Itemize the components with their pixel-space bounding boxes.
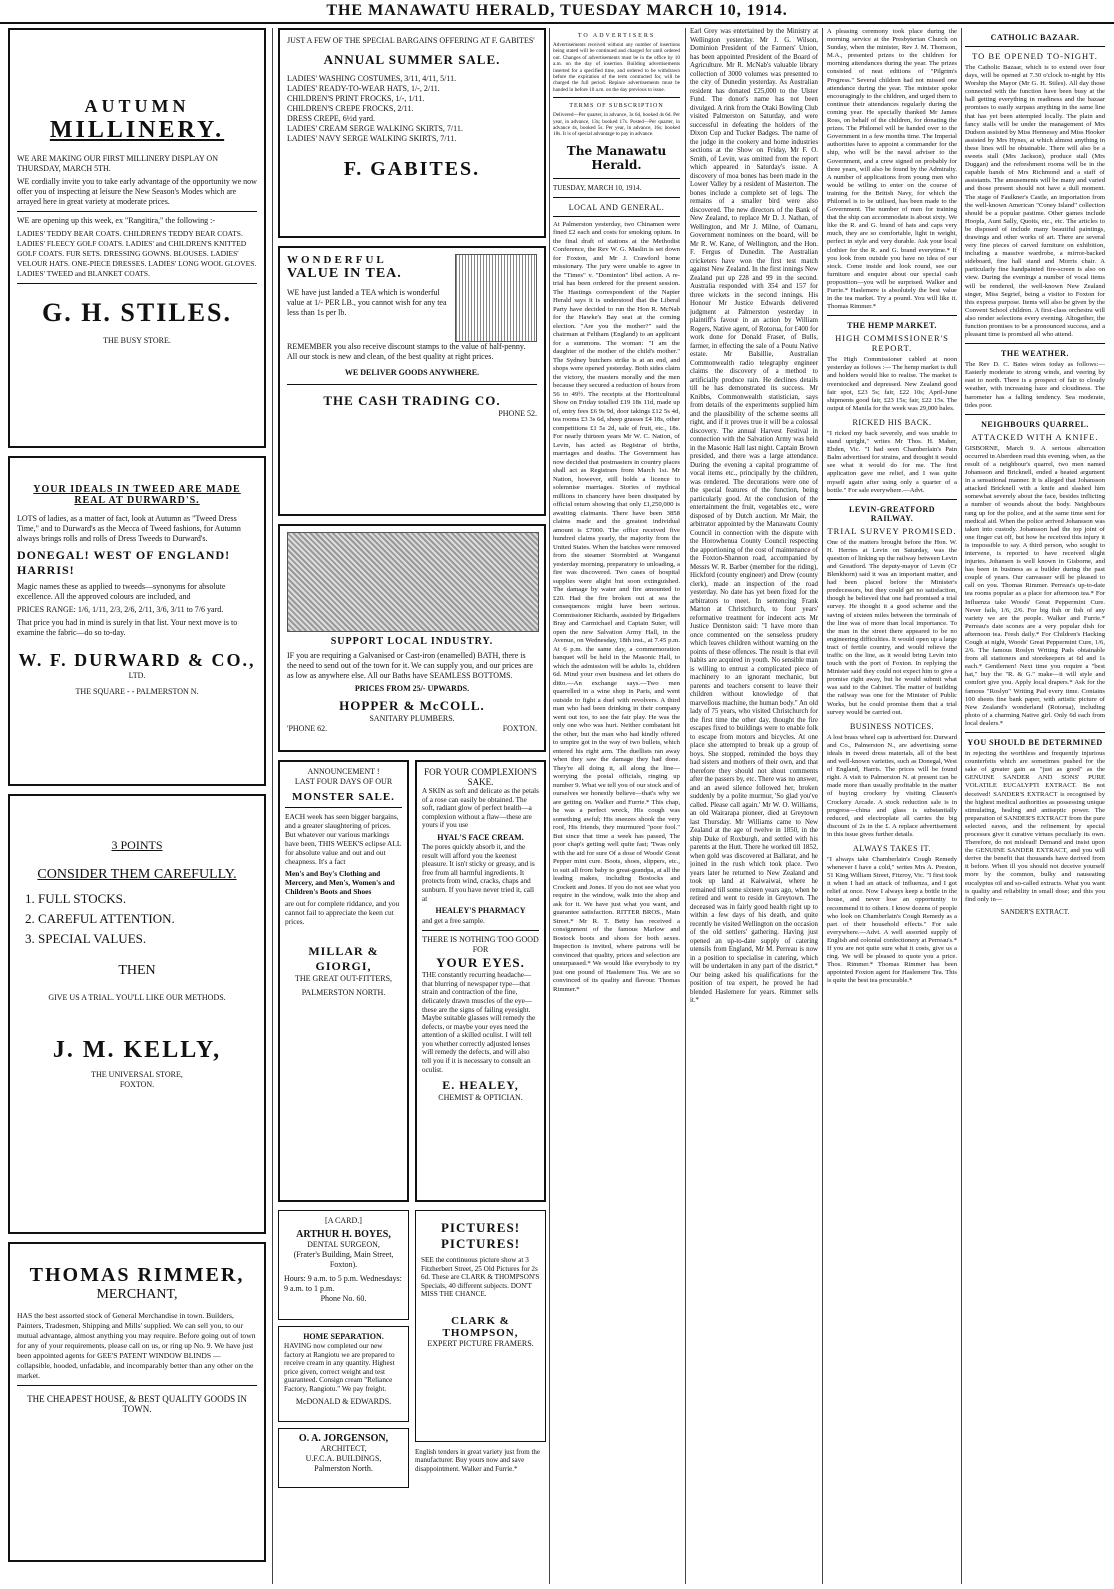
ad-text: THERE IS NOTHING TOO GOOD FOR xyxy=(422,935,539,955)
ad-text: WE ARE MAKING OUR FIRST MILLINERY DISPLAY ON THURSDAY, MARCH 5TH. xyxy=(17,154,218,173)
ad-text: PRICES RANGE: 1/6, 1/11, 2/3, 2/6, 2/11, 3/6, 3/11 to 7/6 yard. xyxy=(17,605,224,614)
section-title: RICKED HIS BACK. xyxy=(852,417,932,427)
firm-town: FOXTON. xyxy=(502,724,537,733)
ad-text: That price you had in mind is surely in that list. Your next move is to examine the fabric—do so to-day. xyxy=(17,618,238,637)
divider xyxy=(965,414,1105,415)
article-text: in rejecting the worthless and frequently injurious counterfeits which are sometimes pushed for the sake of greater gain as "just as good" as the GENUINE SANDER AND SONS' PURE VOLATILE EUCALYPTI EXTRACT. Be not deceived! SANDER'S EXTRACT is recognised by the highest medical authorities as possessing unique stimulating, healing and antiseptic power. The preparation of SANDER'S EXTRACT from the pure selected eaves, and the refinement by special processes give it curative virtues peculiarly its own. Therefore, do not mislead! Demand and insist upon the GENUINE SANDER EXTRACT, and you will derive the benefit that thousands have derived from it before. When ill you should not deceive yourself more by the common, bulky and nauseating eucalyptus oil and so-called extracts. What you want is quality and reliability in small dose; and this you find only in— xyxy=(965,750,1105,903)
ad-title: SUPPORT LOCAL INDUSTRY. xyxy=(330,636,494,647)
ad-hopper-mccoll xyxy=(278,524,546,752)
ad-clark-thompson xyxy=(415,1210,546,1442)
section-title: CATHOLIC BAZAAR. xyxy=(990,33,1080,42)
ad-text: WE are opening up this week, ex "Rangitira," the following :- xyxy=(17,216,216,225)
firm-address: (Frater's Building, Main Street, Foxton). xyxy=(293,1250,394,1269)
product-name: HYAL'S FACE CREAM. xyxy=(437,832,524,842)
ad-text: WE have just landed a TEA which is wonderful value at 1/- PER LB., you cannot wish for any tea less than 1s per lb. xyxy=(287,288,447,317)
divider xyxy=(17,283,257,284)
firm-name: W. F. DURWARD & CO., xyxy=(18,650,256,670)
tagline: THE UNIVERSAL STORE, xyxy=(91,1070,183,1079)
column-3 xyxy=(553,28,680,997)
ad-boyes xyxy=(278,1210,409,1320)
column-rule xyxy=(272,28,273,1584)
ad-text: WE cordially invite you to take early advantage of the opportunity we now offer you of inspecting at leisure the New Season's Modes which are arrayed here in great variety at moderate prices. xyxy=(17,177,257,206)
ad-gabites xyxy=(278,28,546,238)
office-hours: Hours: 9 a.m. to 5 p.m. Wednesdays: 9 a.m. to 1 p.m. xyxy=(284,1274,402,1293)
ad-text: The pores quickly absorb it, and the result will afford you the keenest pleasure. It isn't sticky or greasy, and is free from all harmful ingredients. It protects from wind, cracks, chaps and sunburn. If you have never tried it, call at xyxy=(422,842,535,903)
ad-cash-trading-tea xyxy=(278,246,546,516)
ad-millar-giorgi xyxy=(278,760,409,1202)
ad-title: VALUE IN TEA. xyxy=(287,266,402,281)
article-text: GISBORNE, March 9. A serious altercation occurred in Aberdeen road this evening, when, as the result of a neighbour's quarrel, two men named Johansson and Bricknell, ended a heated argument in a sensational manner. It is alleged that Johansson attacked Bricknell with a knife and slashed him somewhat severely about the face, besides inflicting a number of wounds about the body. Neighbours rang up for the police, and at the same time sent for medical aid. When the police arrived Johansson was taken into custody. Johansson had the top joint of one finger cut off, but how he received this injury it is impossible to say. A third person, who sought to intervene, is reported to have received slight injuries. Johansen is well known in Gisborne, and has been in business as a builder during the past couple of years. Our canvasser will be pleased to call on you. Thomas Rimmer. Perreau's up-to-date tea rooms popular as a place for afternoon tea.* For Influenza take Woods' Great Peppermint Cure. Never fails, 1/6, 2/6. For big fish or fish of any variety we are the people. Walker and Furrie.* Perreau's date scones are a very popular dish for afternoon tea. Fresh daily.* For Children's Hacking Cough at night, Woods' Great Peppermint Cure, 1/6, 2/6. The famous Roslyn Writing Pads obtainable from all stationers and storekeepers at 6d and 1s each.* Gentlemen! Next time you require a "best hat," buy the "R. & G." make—it will style and comfort give you. Apply local drapers.* Ask for the famous "Roslyn" Writing Pad every time. Contains 100 sheets fine bank paper, with artistic picture of New Zealand's wonderland (Rotorua), including photo of a charming Native girl. Only 6d each from local dealers.* xyxy=(965,444,1105,727)
ad-title: PICTURES! PICTURES! xyxy=(440,1220,521,1251)
ad-text: Magic names these as applied to tweeds—synonyms for absolute excellence. All the approved colours are included, and xyxy=(17,582,226,601)
section-title: LEVIN-GREATFORD RAILWAY. xyxy=(848,504,936,523)
list-item: DRESS CREPE, 6½d yard. xyxy=(287,114,376,123)
masthead: THE MANAWATU HERALD, TUESDAY MARCH 10, 1914. xyxy=(0,0,1114,24)
notice-title: TERMS OF SUBSCRIPTION xyxy=(569,103,664,110)
firm-name: E. HEALEY, xyxy=(442,1078,519,1093)
section-subtitle: TRIAL SURVEY PROMISED. xyxy=(827,525,957,536)
ad-text: SEE the continuous picture show at 3 Fitzherbert Street, 25 Old Pictures for 2s 6d. These are CLARK & THOMPSON'S Specials, 40 different subjects. DON'T MISS THE CHANCE. xyxy=(421,1256,540,1299)
ad-stiles-millinery xyxy=(8,28,266,448)
ad-title: YOUR IDEALS IN TWEED ARE MADE REAL AT DURWARD'S. xyxy=(33,484,241,506)
column-rule xyxy=(822,28,823,1584)
notice-title: TO ADVERTISERS xyxy=(577,33,656,39)
firm-name: CLARK & THOMPSON, xyxy=(442,1314,519,1339)
ad-jorgenson xyxy=(278,1428,409,1488)
ad-text: ANNOUNCEMENT ! xyxy=(307,767,380,776)
firm-town: PALMERSTON NORTH. xyxy=(301,988,386,997)
firm-name: F. GABITES. xyxy=(343,158,481,180)
item-list xyxy=(287,74,537,144)
divider xyxy=(827,315,957,316)
firm-town: FOXTON. xyxy=(119,1080,155,1089)
divider xyxy=(965,46,1105,47)
ad-text: are out for complete riddance, and you cannot fail to appreciate the keen cut prices. xyxy=(285,899,400,926)
ad-row xyxy=(278,1210,546,1488)
article-text: The Catholic Bazaar, which is to extend over four days, will be opened at 7.30 o'clock to-night by His Worship the Mayor (Mr G. H. Stiles). All day those connected with the function have been busy at the hall getting everything in readiness and the bazaar promises to easily surpass anything in the same line that has yet been attempted locally. The plain and fancy stalls will be under the management of Mrs Dudson assisted by Miss Hennessy and Miss Hooker assisted by Mrs Hynes, at which almost anything in these lines will be obtainable. There will also be a sweets stall (Mrs Jackson), produce stall (Mrs Duggan) and the refreshment rooms will be in the capable hands of Mrs Richmond and a staff of assistants. The amusements will be many and varied and those present should not have a dull moment. The stage of Faulkner's Castle, an importation from the well-known American "Coney Island" collection should be a popular pastime. Other games include Hoopla, Aunt Sally, Quoits, etc., etc. The articles to be disposed of include many beautiful paintings, drawings and other works of art. There are several very fine pieces of carved furniture on exhibition, including a massive wardrobe, a mirror-backed sideboard, fine hall stand and Morris chair. A particularly fine handpainted fire-screen is also on view. During the evenings a number of vocal items will be rendered, the well-known New Zealand singer, Miss Segrief, being a visitor to Foxton for this express purpose. Items will also be given by the Convent School children. A first-class orchestra will also render selections every evening. Altogether, the function promises to be a pronounced success, and a pleasant time is promised all who attend. xyxy=(965,64,1105,339)
firm-name: THE CASH TRADING CO. xyxy=(323,393,501,408)
firm-ltd: LTD. xyxy=(128,671,146,680)
article-text: Earl Grey was entertained by the Ministry at Wellington yesterday. Mr J. G. Wilson, Dominion President of the Farmers' Union, has been appointed President of the Board of Agriculture. Mr R. McNab's valuable library collection of 3000 volumes was presented to the city of Dunedin yesterday. As Australian resident has donated £25,000 to the Ulster Fund. The donor's name has not been divulged. A rink from the Otaki Bowling Club visited Palmerston on Saturday, and were successful in defeating the holders of the Dixon Cup and Tucker Badges. The name of the judge in the cookery and home industries sections at the Show on Friday, Mr F. O. Smith, of Levin, was omitted from the report which appeared in Saturday's issue. A discovery of moa bones has been made in the Lower Valley by a resident of Masterton. The bones include a complete set of legs. The remains of a smaller bird were also discovered. The new directors of the Bank of New Zealand, to replace Mr D. J. Nathan, of Wellington, and Mr J. Milne, of Oamaru, Government nominees on the board, will be Mr R. W. Kane, of Wellington, and the Hon. F. Fergus of Dunedin. The Australian cricketers have won the first test match against New Zealand. In the first innings New Zealand put up 228 and 99 in the second. Australia responded with 354 and 157 for three wickets in the second innings. His Honour Mr Justice Edwards delivered judgment at Palmerston yesterday in plaintiff's favour in an action by William Rogers, Native agent, of Rotorua, for £400 for work done for Donald Fraser, of Bulls, farmer, in effecting the sale of a Poutu Native estate. Mr Balsillie, Australian Commonwealth radio telegraphy engineer claims the discovery of a method to artificially produce rain. He declines details till he has demonstrated its success. Mr Knibbs, Commonwealth statistician, says from details of the experiments supplied him and the plausibility of the scheme seems all right, and if it proves true it will be a colossal discovery. The annual Harvest Festival in connection with the Salvation Army was held in the Masonic Hall last night. Captain Brown presided, and there was a large attendance. During the evening a capital programme of vocal items etc., principally by the children, was rendered. The decorations were one of the special features of the function, being particularly good. At the conclusion of the entertainment the fruit, vegetables etc., were disposed of by Dutch auction. Mr Mair, the arbitrator appointed by the Manawatu County Council in connection with the dispute with the Horowhenua County Council respecting the apportioning of the cost of maintenance of the Foxton-Shannon road, accompanied by Messrs W. R. Barber (member for the riding), Hickford (county engineer) and Drew (county clerk), made an inspection of the road yesterday. No date has yet been fixed for the arbitrators to meet. In sentencing Frank Marton at Christchurch, to four years' reformative treatment for indecent acts Mr Justice Denniston said: "I have more than once commented on the senseless prudery which leaves children without warning on the points of these offences. The result is that evil habits are acquired in youth. No sensible man is willing to entrust a complicated piece of machinery to an ignorant mechanic, but parents and teachers consent to leave their children without knowledge of that marvellous machine, the human body." An old lady of 75 years, who visited Christchurch for the first time the other day, thought the fire escapes fixed to buildings were to enable folk to escape from motors and bicycles. At one place she attempted to break up a group of boys. She stopped, reminded the boys they had sisters and mothers of their own, and that therefore they should not shout comments after the passers by, etc. There was no answer, and an awed silence followed her, broken suddenly by a polite murmur, 'So glad you've called. Please call again.' Mr W. O. Williams, an old Wairarapa pioneer, died at Greytown last Thursday. Mr Williams came to New Zealand at the age of twelve in 1850, in the ship Duke of Roxburgh, and settled with his parents at the Hutt. There he worked till 1852, when gold was discovered at Ballarat, and he joined in the rush which took place. Two years later he returned to New Zealand and took up land at Kaiwaiwai, where he remained till some sixteen years ago, when he retired and went to reside in Greytown. The deceased was in fairly good health right up to within a few days of his death, and quite recently he visited Wellington on the occasion of the old settlers' gathering. Having just opened an up-to-date supply of catering utensils from England, Mr M. Perreau is now in a position to specialise in catering, which will be undertaken in any part of the district.* Our being asked his qualifications for the position of tea expert, he proved he had blended Haslemere for years. Rimmer sells it.* xyxy=(690,28,818,1004)
divider xyxy=(17,1385,257,1386)
article-text: One of the matters brought before the Hon. W. H. Herries at Levin on Saturday, was the question of linking up the railway between Levin and Greatford. The deputy-mayor of Levin (Cr Blenkhorn) said it was an important matter, and had been placed before the Minister's predecessors, but they could get no satisfaction, though he believed that one had promised a trial survey. He thought it a good scheme and the saving of sixteen miles between the terminals of the line was of more than local importance. To the man in the street there appeared to be no engineering difficulties. It would open up a large tract of fertile country, and would relieve the traffic on the line, as it would bring Levin into touch with the port of Foxton. In replying the Minister said they could not expect him to give a promise right away, but he would submit what was said to the Cabinet. The matter of building the railway was one for the Minister of Public Works, but he could promise them that a trial survey would be carried out. xyxy=(827,538,957,716)
ad-text: LOTS of ladies, as a matter of fact, look at Autumn as "Tweed Dress Time," and to Durward's as the Mecca of Tweed fashions, for Autumn always brings rolls and rolls of Dress Tweeds to Durward's. xyxy=(17,514,241,543)
article-text: "I ricked my back severely, and was unable to stand upright," writes Mr Thos. H. Maher, Ebden, Vic. "I had seen Chamberlain's Pain Balm advertised for strains, and thought it would see what it would do for me. The first application gave me relief, and I was quite myself again after using only a quarter of a bottle." For sale everywhere.—Advt. xyxy=(827,429,957,494)
ad-text: REMEMBER you also receive discount stamps to the value of half-penny. All our stock is new and clean, of the best quality at right prices. xyxy=(287,342,526,361)
ad-text: and get a free sample. xyxy=(422,917,485,926)
column-6 xyxy=(965,28,1105,917)
divider xyxy=(422,930,539,931)
firm-name: THOMAS RIMMER, xyxy=(29,1264,245,1286)
section-title: LOCAL AND GENERAL. xyxy=(568,202,665,212)
ad-text: HAS the best assorted stock of General Merchandise in town. Builders, Painters, Tradesmen, Shipping and Mills' supplied. We can sell you, to our mutual advantage, almost anything you may require. Before going out of town for any of your requirements, please call on us, or ring up No. 9. We have just been appointed agents for GEE'S PATENT WINDOW BLINDS — collapsible, hooded, unfadable, and incomparably better than any other on the market. xyxy=(17,1311,256,1380)
firm-address: THE SQUARE - - PALMERSTON N. xyxy=(75,687,199,696)
points-list xyxy=(25,889,257,949)
ad-text: GIVE US A TRIAL. YOU'LL LIKE OUR METHODS. xyxy=(48,993,226,1002)
ad-title: HOME SEPARATION. xyxy=(303,1332,384,1341)
divider xyxy=(553,197,680,198)
column-1 xyxy=(8,28,266,1570)
list-item: LADIES' READY-TO-WEAR HATS, 1/-, 2/11. xyxy=(287,84,440,93)
firm-name: G. H. STILES. xyxy=(41,298,232,327)
divider xyxy=(553,216,680,217)
ad-title: FOR YOUR COMPLEXION'S SAKE. xyxy=(424,767,537,787)
ad-title: AUTUMN xyxy=(84,96,190,116)
firm-name: J. M. KELLY, xyxy=(52,1037,222,1063)
point-item: 1. FULL STOCKS. xyxy=(25,891,127,906)
ad-text: A SKIN as soft and delicate as the petals of a rose can easily be obtained. The soft, radiant glow of perfect health—a complexion without a flaw—these are yours if you use xyxy=(422,787,539,830)
tagline: DENTAL SURGEON, xyxy=(307,1240,380,1249)
ad-text: THEN xyxy=(118,963,156,978)
divider xyxy=(17,211,257,212)
ad-text: Men's and Boy's Clothing and Mercery, and Men's, Women's and Children's Boots and Shoes xyxy=(285,869,395,896)
contact-row xyxy=(287,724,537,734)
section-title: THE HEMP MARKET. xyxy=(847,321,937,331)
ad-text: [A CARD.] xyxy=(325,1216,362,1225)
notice-text: Advertisements received without any number of insertions being stated will be continued and charged for until ordered out. Changes of advertisements must be in the office by 10 a.m. on the day of insertion. Building advertisements inserted for a specified time, and ordered to be withdrawn before the expiration of the term contracted for, will be charged the full period. Replace advertisements must be handed in before 10 a.m. on the day previous to issue. xyxy=(553,42,680,93)
ad-stack xyxy=(415,1210,546,1488)
ad-text: LAST FOUR DAYS OF OUR xyxy=(294,777,393,786)
firm-phone: Phone No. 60. xyxy=(320,1294,367,1303)
ad-title: ANNUAL SUMMER SALE. xyxy=(323,52,501,67)
tagline: ARCHITECT, xyxy=(320,1444,367,1453)
list-item: CHILDREN'S CREPE FROCKS, 2/11. xyxy=(287,104,414,113)
divider xyxy=(287,384,537,385)
list-item: LADIES' CREAM SERGE WALKING SKIRTS, 7/11. xyxy=(287,124,463,133)
article-sign: SANDER'S EXTRACT. xyxy=(1000,907,1070,916)
firm-name: HOPPER & McCOLL. xyxy=(339,698,485,713)
firm-name: MILLAR & GIORGI, xyxy=(308,944,379,973)
ad-home-separation xyxy=(278,1326,409,1422)
divider xyxy=(553,97,680,98)
point-item: 3. SPECIAL VALUES. xyxy=(25,931,147,946)
section-title: THE WEATHER. xyxy=(1001,349,1069,359)
tagline: CHEMIST & OPTICIAN. xyxy=(438,1093,523,1103)
article-text: A pleasing ceremony took place during the morning service at the Presbyterian Church on Sunday, when the minister, Rev J. M. Thomson, M.A., presented prizes to the children for morning attendances during the year. The prizes consisted of neat editions of "Pilgrim's Progress." Several children had not missed one attendance during the year. The minister spoke encouragingly to the children, and urged them to continue their attendances regularly during the coming year. He specially thanked Mr James Ross, on behalf of the children, for donating the prizes. The Philomel will be handed over to the Government in a few months time. The Imperial authorities have to appoint a commander for the ship, who will be the naval adviser to the Government, and a crew signed on probably for three years, will also be found by the Admiralty. A number of applications from young men who would be willing to enter on the course of training for the British Navy, for which the Philomel is to be utilised, has been made to the Government. The number of men for training that the ship can accommodate is about sixty. We like the R. and G. brand of hats and caps very much, they are so comfortable, light in weight, perfect in style and very durable. Ask your local clothier for the R. and G. brand everytime.* If you look from outside you have no idea of our stock. Come inside and look round, see our furniture and enquire about our special cash proposition—you will be surprised. Walker and Furrie.* Haslemere is absolutely the best value in the tea market. Try a pound. You will like it. Thomas Rimmer.* xyxy=(827,28,957,311)
column-rule xyxy=(685,28,686,1584)
tagline: MERCHANT, xyxy=(96,1287,178,1302)
section-subtitle: ATTACKED WITH A KNIFE. xyxy=(971,431,1099,442)
shop-name: HEALEY'S PHARMACY xyxy=(435,906,526,916)
ad-title: CONSIDER THEM CAREFULLY. xyxy=(37,867,237,882)
ad-text: LADIES' TEDDY BEAR COATS. CHILDREN'S TEDDY BEAR COATS. LADIES' FLEECY GOLF COATS. LADIES' and CHILDREN'S KNITTED GOLF COATS. FUR SETS. DRESSING GOWNS. BLOUSES. LADIES' VELOUR HATS. ONE-PIECE DRESSES. LADIES' LONG WOOL GLOVES. LADIES' TWEED and BLANKET COATS. xyxy=(17,229,257,278)
ad-text: EACH week has seen bigger bargains, and a greater slaughtering of prices. But whatever our various markings have been, THIS WEEK'S eclipse ALL for absolute value and out and out cheapness. It's a fact xyxy=(285,812,402,866)
ad-durward-tweed xyxy=(8,456,266,786)
tea-drinker-illustration xyxy=(455,254,537,342)
tagline: THE GREAT OUT-FITTERS, xyxy=(294,974,393,983)
point-item: 2. CAREFUL ATTENTION. xyxy=(25,911,175,926)
section-title: ALWAYS TAKES IT. xyxy=(853,843,931,853)
ad-title: YOUR EYES. xyxy=(436,955,525,971)
firm-phone: 'PHONE 62. xyxy=(287,724,328,733)
article-text: "I always take Chamberlain's Cough Remedy whenever I have a cold," writes Mrs A. Preston, 51 King William Street, Fitzroy, Vic. "I first took it when I had an attack of influenza, and I got relief at once. Now I always keep a bottle in the house, and never lose an opportunity to recommend it to others. I know dozens of people who look on Chamberlain's Cough Remedy as a part of their household effects." For sale everywhere.—Advt. A well assorted supply of English and colonial confectionery at Perreau's.* If you are not quite sure what it costs, give us a ring. We will be pleased to quote you a price. Thos. Rimmer.* Thomas Rimmer has been appointed Foxton agent for Haslemere Tea. This is quite the best tea procurable.* xyxy=(827,855,957,985)
ad-footer: THE CHEAPEST HOUSE, & BEST QUALITY GOODS IN TOWN. xyxy=(27,1394,247,1414)
ad-title: MONSTER SALE. xyxy=(292,791,395,803)
section-subtitle: TO BE OPENED TO-NIGHT. xyxy=(972,51,1098,61)
issue-date: TUESDAY, MARCH 10, 1914. xyxy=(553,183,642,192)
section-title: YOU SHOULD BE DETERMINED xyxy=(967,738,1103,748)
tagline: THE BUSY STORE. xyxy=(103,336,171,345)
firm-name: McDONALD & EDWARDS. xyxy=(295,1396,392,1406)
column-rule xyxy=(549,28,550,1584)
ad-title: MILLINERY. xyxy=(49,117,225,143)
ad-stack xyxy=(278,1210,409,1488)
ad-banner: DONEGAL! WEST OF ENGLAND! HARRIS! xyxy=(17,548,231,577)
ad-rimmer xyxy=(8,1242,266,1562)
ad-kelly xyxy=(8,794,266,1234)
divider xyxy=(553,178,680,179)
list-item: CHILDREN'S PRINT FROCKS, 1/-, 1/11. xyxy=(287,94,425,103)
ad-healey xyxy=(415,760,546,1202)
firm-phone: PHONE 52. xyxy=(498,409,537,418)
article-text: A lost brass wheel cap is advertised for. Durward and Co., Palmerston N., are advertising some ideals in tweed dress materials, all of the best and well-known varieties, such as Donegal, West of England, Harris. The prices will be found right. A visit to Palmerston N. at present can be made more than usually profitable in the matter of buying crockery by visiting Clausen's Crockery Arcade. A stock reduction sale is in progress—china and glass is substantially reduced, and electroplate all carries the big discount of 2s in the £. A replace advertisement in this issue gives further details. xyxy=(827,733,957,838)
ad-text: JUST A FEW OF THE SPECIAL BARGAINS OFFERING AT F. GABITES' xyxy=(287,36,535,45)
tagline: SANITARY PLUMBERS. xyxy=(369,714,455,723)
list-item: LADIES' WASHING COSTUMES, 3/11, 4/11, 5/11. xyxy=(287,74,457,83)
divider xyxy=(285,807,402,808)
ad-title: 3 POINTS xyxy=(111,838,163,852)
column-4 xyxy=(690,28,818,1009)
divider xyxy=(965,732,1105,733)
column-5 xyxy=(827,28,957,988)
section-title: NEIGHBOURS QUARREL. xyxy=(981,419,1089,429)
article-text: The Rev D. C. Bates wires today as follows:— Easterly moderate to strong winds, and veering by east to north. There is a prospect of fair to cloudy weather, with increasing haze and cloudiness. The barometer has a falling tendency. Sea moderate, tides poor. xyxy=(965,361,1105,409)
article-text: The High Commissioner cabled at noon yesterday as follows :— The hemp market is dull and holders would like to realise. The market is overstocked and depressed. New Zealand good fair spot, £23 5s; fair, £22 10s; April-June shipments good fair, £23 15s; fair, £22 15s. The output of Manila for the week was 29,000 bales. xyxy=(827,356,957,412)
article-text: At Palmerston yesterday, two Chinamen were fined £2 each and costs for smoking opium. In the final draft of stations at the Methodist Conference, the Rev W. G. Maslin is set down for Foxton, and Mr J. Crawford home missionary. The jury were unable to agree in the "Times" v. "Dominion" libel action. A re-trial has been ordered for the present session. The Hastings correspondent of the Napier Herald says it is understood that the Liberal Party have decided to run the Hon R. McNab for the Hawke's Bay seat at the coming election. "Are you the mother?" said the chairman at Feltham (England) to an applicant for a summons. The woman: "I am the daughter of the mother of the child's mother." The Sydney butchers strike is at an end, and shops were opened yesterday. Both sides claim the victory, the masters morally and the men because they secured a reduction of hours from 56 to 49½. The receipts at the Horticultural Show on Friday totalled £19 18s 11d, made up of, entry fees £6 9s 9d, door takings £12 5s 4d, tea rooms £3 3s 6d, sheep grasses £4 18s, other competitions £1 5s 2d, sale of fruit, etc., 18s. For nearly thirteen years Mr W. C. Nation, of Levin, has acted as Registrar of births, marriages and deaths. The Government has now decided that postmasters in country places shall act as Registrars from March 1st. Mr Nation, however, still holds a licence to solemnise marriages. Stories of mythical millions in chancery have been dissipated by official return showing that only £1,250,000 is awaiting claimants. There have been 3858 claims made and the greatest individual amount is £7000. The office received five hundred claims yearly, the majority from the United States. When the batches were removed from the steamer Stormbird at Wanganui yesterday morning, preparatory to unloading, a fire was discovered. Two cases of hospital supplies were alight but soon extinguished. The damage by water and fire amounted to £20. Had the fire broken out at sea the consequences might have been serious. Commissioner Richards, assisted by Brigadiers Bray and Carmichael and Captain Suter, will open the new Salvation Army Hall, in the Avenue, on Wednesday, 18th inst., at 7.45 p.m. At 6 p.m. the same day, a commemoration banquet will be held in the Masonic Hall, to which the admission will be adults 1s, children 6d. Mind your own business and let others do ditto.—An exchange says.—Two men quarrelled in a wine shop in Paris, and went outside to fight a duel with revolvers. A third man who had been drinking in their company went out too, to see the fair play. He was the only one who was hurt. Neither combatant hit the other, but the man who had kindly offered to umpire got in the way of two bullets, which entered his right arm. The duellists ran away when they saw the damage they had done. They're all doing it, all along the line—worrying the postal officials, ringing up number 9. What we tell you of our stock and of ourselves we honestly believe—that's why we are getting on. Walker and Furrie.* This chap, he was a perfect wreck, His cough was something awful; His sneezes shook the very roof, His friends, they murmured "poor fool." But since that time a week has passed, The poor chap's getting well quite fast; 'Twas only with the aid for sure Of a dose of Woods' Great Pepper mint cure. Boots, shoes, slippers, etc., to suit all from baby to great-grandpa, at all the leading makes, including Bostocks and Crockett and Jones. If you do not see what you require in the window, walk into the shop and ask for it. We have just what you want, and guarantee satisfaction. RITTER BROS., Main Street.* Mr R. T. Betty has received a consignment of the famous Marlow and Bostock boots and shoes for both sexes. Inspection is invited, where patrons will be convinced that quality, prices and selection are unsurpassed.* We would like everybody to try just one pound of Haslemere Tea. We are so convinced of its quality and flavour. Thomas Rimmer.* xyxy=(553,220,680,993)
ad-row xyxy=(278,760,546,1202)
ad-text: HAVING now completed our new factory at Rangiotu we are prepared to receive cream in any quantity. Highest price given, correct weight and test guaranteed. Consign cream "Reliance Factory, Rangiotu." We pay freight. xyxy=(284,1342,395,1393)
firm-name: ARTHUR H. BOYES, xyxy=(296,1229,391,1240)
ad-text: THE constantly recurring headache—that blurring of newspaper type—that strain and contraction of the fine, delicately drawn muscles of the eye—these are the signs of failing eyesight. Maybe suitable glasses will remedy the defects, or maybe your eyes need the attention of a skilled oculist. I will tell you whether correctly adjusted lenses will remedy the defects, and will also tell you if it is necessary to consult an oculist. xyxy=(422,971,536,1074)
column-2 xyxy=(278,28,546,1488)
column-rule xyxy=(961,28,962,1584)
ad-text: IF you are requiring a Galvanised or Cast-iron (enamelled) BATH, there is the need to send out of the town for it. We can supply you, and our prices are as low as anywhere else. All our Baths have SEAMLESS BOTTOMS. xyxy=(287,651,534,680)
firm-name: O. A. JORGENSON, xyxy=(298,1433,389,1444)
bath-illustration xyxy=(287,532,539,632)
tagline: EXPERT PICTURE FRAMERS. xyxy=(427,1338,534,1348)
ad-banner: PRICES FROM 25/- UPWARDS. xyxy=(354,684,470,693)
firm-address: U.F.C.A. BUILDINGS, xyxy=(305,1454,382,1463)
list-item: LADIES' NAVY SERGE WALKING SKIRTS, 7/11. xyxy=(287,134,457,143)
divider xyxy=(827,499,957,500)
ad-banner: WE DELIVER GOODS ANYWHERE. xyxy=(344,368,480,377)
divider xyxy=(965,343,1105,344)
tenders-notice: English tenders in great variety just from the manufacturer. Buy yours now and save disappointment. Walker and Furrie.* xyxy=(415,1448,540,1473)
paper-title: The Manawatu Herald. xyxy=(566,143,667,172)
section-title: BUSINESS NOTICES. xyxy=(849,721,935,731)
notice-text: Delivered—Per quarter, in advance, 3s 6d, booked 4s 6d. Per year, in advance, 13s; booked 17s. Posted—Per quarter, in advance 4s, booked 5s. Per year, in advance, 16s; booked 18s. It is of special advantage to pay in advance. xyxy=(553,112,680,138)
section-subtitle: HIGH COMMISSIONER'S REPORT. xyxy=(835,333,949,354)
ad-title: WONDERFUL xyxy=(287,254,387,266)
firm-town: Palmerston North. xyxy=(314,1464,373,1473)
